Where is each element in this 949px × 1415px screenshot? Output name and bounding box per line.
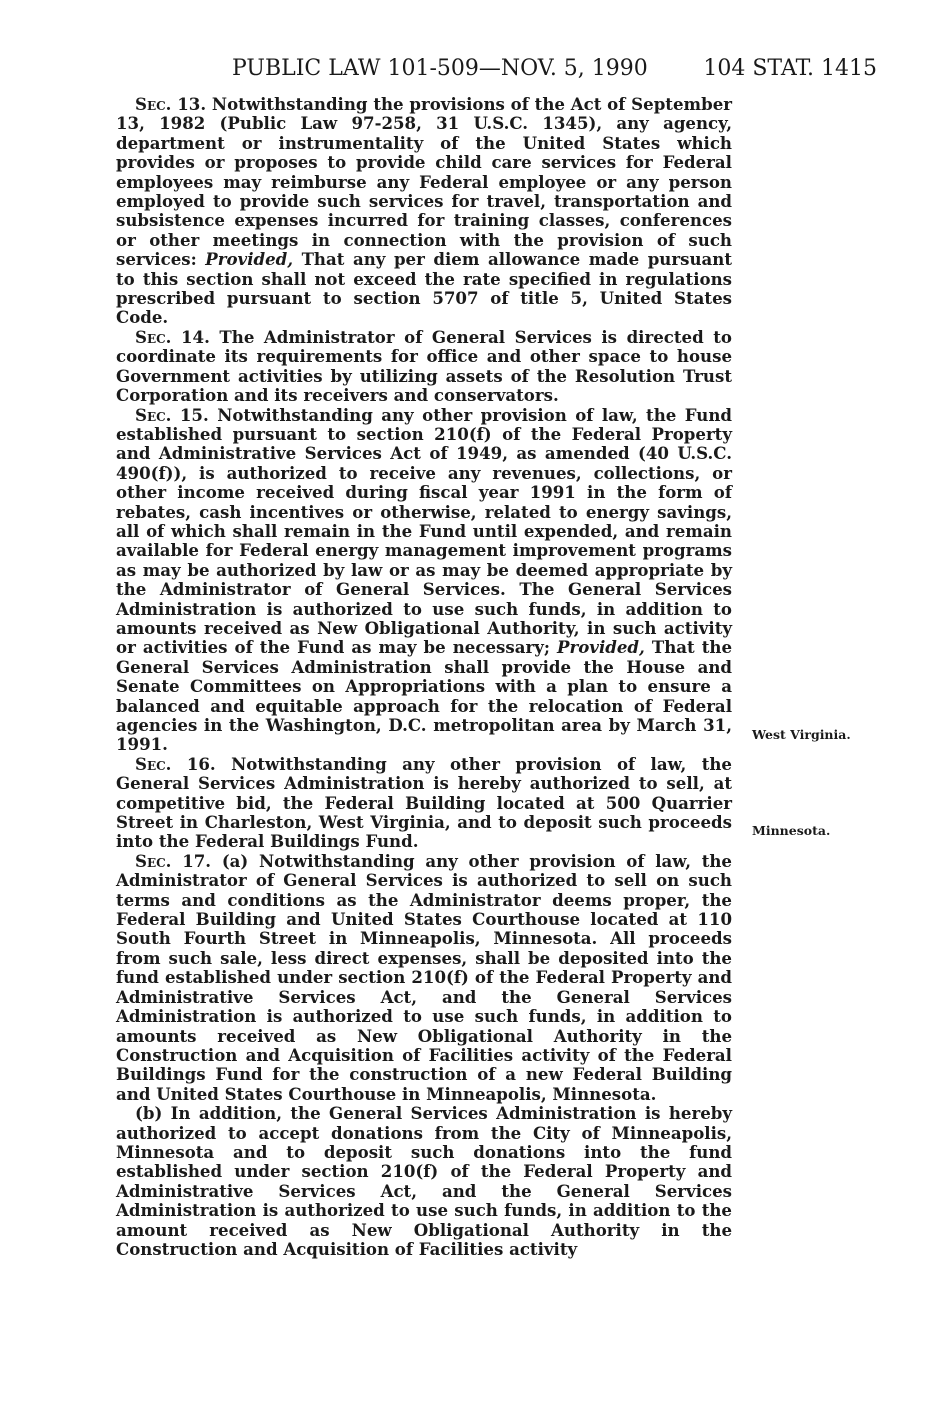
section-17-b: (b) In addition, the General Services Administration is hereby authorized to accept donations from the City of Minneapolis, Minnesota and to deposit such donations into the fund established under section 210(f) of the Federal Property and Administrative Services Act, and the General Services Administration is authorized to use such funds, in addition to the amount received as New Obligational Authority in the Construction and Acquisition of Facilities activity	[116, 1103, 732, 1259]
margin-note-minnesota: Minnesota.	[752, 823, 831, 838]
section-text: The Administrator of General Services is directed to coordinate its requirements for office and other space to house Government activities by utilizing assets of the Resolution Trust Corporation and its receivers and conservators.	[116, 326, 732, 406]
section-text: That the General Services Administration shall provide the House and Senate Committees on Appropriations with a plan to ensure a balanced and equitable approach for the relocation of Federal agencies in the Washington, D.C. metropolitan area by March 31, 1991.	[116, 637, 733, 755]
section-16	[116, 755, 732, 852]
section-text: That any per diem allowance made pursuant to this section shall not exceed the rate specified in regulations prescribed pursuant to section 5707 of title 5, United States Code.	[116, 249, 733, 328]
section-italic: Provided,	[205, 249, 294, 270]
section-text: (a) Notwithstanding any other provision of law, the Administrator of General Services is authorized to sell on such terms and conditions as the Administrator deems proper, the Federal Building and United States Courthouse located at 110 South Fourth Street in Minneapolis, Minnesota. All proceeds from such sale, less direct expenses, shall be deposited into the fund established under section 210(f) of the Federal Property and Administrative Services Act, and the General Services Administration is authorized to use such funds, in addition to amounts received as New Obligational Authority in the Construction and Acquisition of Facilities activity of the Federal Buildings Fund for the construction of a new Federal Building and United States Courthouse in Minneapolis, Minnesota.	[116, 850, 732, 1104]
statute-page-number: 104 STAT. 1415	[703, 56, 877, 81]
section-label: Sec. 13.	[135, 94, 207, 114]
section-14	[116, 328, 732, 406]
document-body	[116, 95, 732, 1259]
section-label: Sec. 17.	[135, 850, 212, 871]
section-13	[116, 95, 732, 328]
section-text: Notwithstanding any other provision of law, the General Services Administration is hereby authorized to sell, at competitive bid, the Federal Building located at 500 Quarrier Street in Charleston, West Virginia, and to deposit such proceeds into the Federal Buildings Fund.	[116, 753, 732, 852]
section-italic: Provided,	[557, 637, 645, 658]
section-17	[116, 852, 732, 1104]
section-15	[116, 406, 732, 755]
section-label: Sec. 15.	[135, 404, 209, 425]
margin-note-west-virginia: West Virginia.	[752, 727, 851, 742]
section-label: Sec. 16.	[135, 753, 216, 774]
section-label: Sec. 14.	[135, 326, 210, 347]
section-text: Notwithstanding any other provision of law, the Fund established pursuant to section 210(f) of the Federal Property and Administrative Services Act of 1949, as amended (40 U.S.C. 490(f)), is authorized to receive any revenues, collections, or other income received during fiscal year 1991 in the form of rebates, cash incentives or otherwise, related to energy savings, all of which shall remain in the Fund until expended, and remain available for Federal energy management improvement programs as may be authorized by law or as may be deemed appropriate by the Administrator of General Services. The General Services Administration is authorized to use such funds, in addition to amounts received as New Obligational Authority, in such activity or activities of the Fund as may be necessary;	[116, 404, 732, 658]
running-header-title: PUBLIC LAW 101-509—NOV. 5, 1990	[232, 56, 648, 81]
section-text: Notwithstanding the provisions of the Act of September 13, 1982 (Public Law 97-258, 31 U.S.C. 1345), any agency, department or instrumentality of the United States which provides or proposes to provide child care services for Federal employees may reimburse any Federal employee or any person employed to provide such services for travel, transportation and subsistence expenses incurred for training classes, conferences or other meetings in connection with the provision of such services:	[116, 94, 732, 270]
